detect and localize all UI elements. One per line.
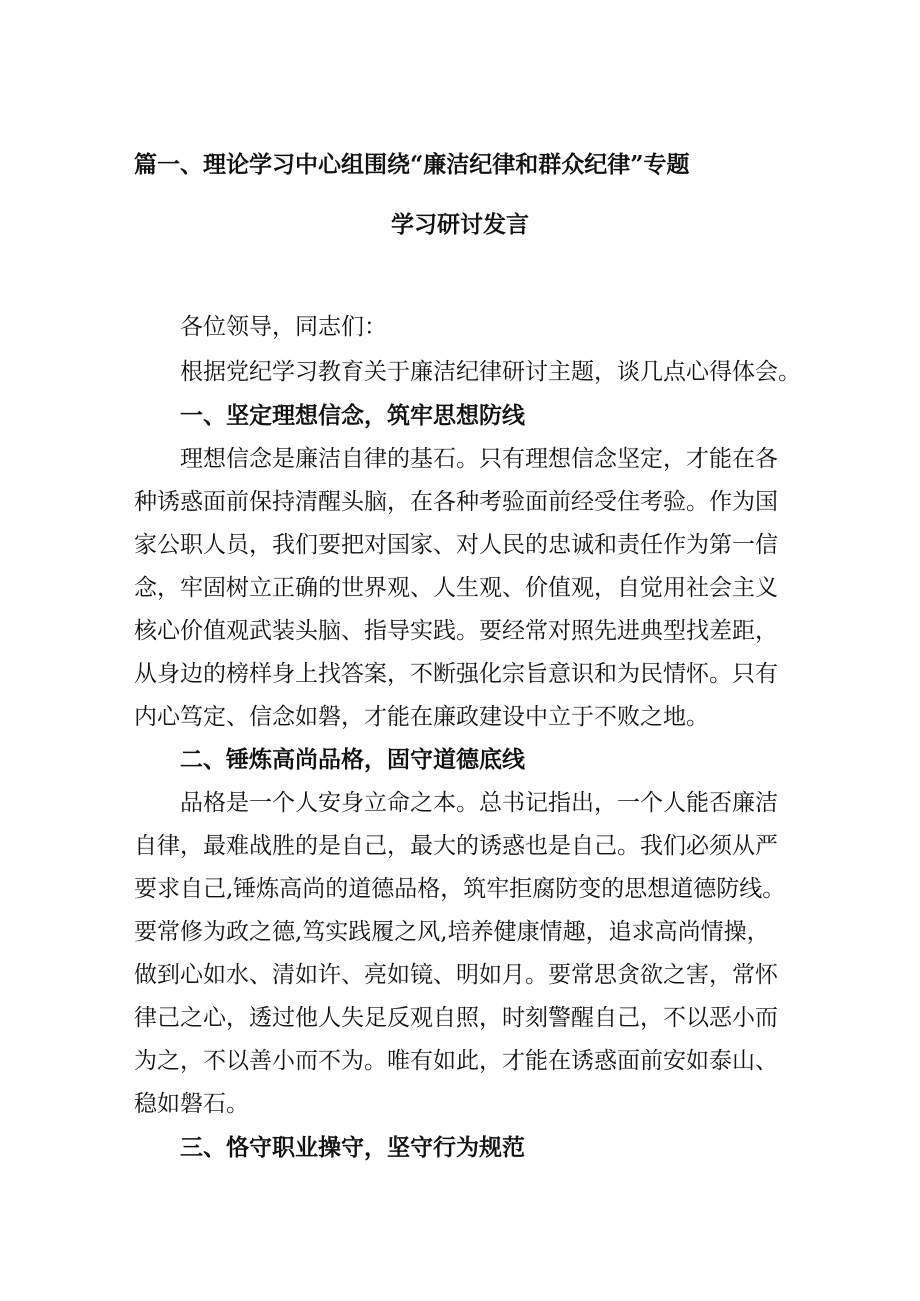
section-1-line: 家公职人员，我们要把对国家、对人民的忠诚和责任作为第一信 xyxy=(134,532,778,558)
section-1-line: 核心价值观武装头脑、指导实践。要经常对照先进典型找差距， xyxy=(134,618,778,644)
section-3-heading: 三、恪守职业操守，坚守行为规范 xyxy=(180,1134,525,1161)
section-1-line: 念，牢固树立正确的世界观、人生观、价值观，自觉用社会主义 xyxy=(134,575,778,601)
section-1-line: 内心笃定、信念如磐，才能在廉政建设中立于不败之地。 xyxy=(134,704,709,730)
section-2-line: 做到心如水、清如许、亮如镜、明如月。要常思贪欲之害，常怀 xyxy=(134,962,778,988)
section-1-line: 理想信念是廉洁自律的基石。只有理想信念坚定，才能在各 xyxy=(180,446,778,472)
section-2-heading: 二、锤炼高尚品格，固守道德底线 xyxy=(180,746,525,773)
section-2-line: 自律，最难战胜的是自己，最大的诱惑也是自己。我们必须从严 xyxy=(134,833,778,859)
document-title-line2: 学习研讨发言 xyxy=(391,211,529,238)
section-2-line: 律己之心，透过他人失足反观自照，时刻警醒自己，不以恶小而 xyxy=(134,1005,778,1031)
section-1-line: 种诱惑面前保持清醒头脑，在各种考验面前经受住考验。作为国 xyxy=(134,489,778,515)
section-2-line: 稳如磐石。 xyxy=(134,1091,249,1117)
intro-paragraph: 根据党纪学习教育关于廉洁纪律研讨主题，谈几点心得体会。 xyxy=(180,359,801,385)
section-1-line: 从身边的榜样身上找答案，不断强化宗旨意识和为民情怀。只有 xyxy=(134,661,778,687)
document-title-line1: 篇一、理论学习中心组围绕“廉洁纪律和群众纪律”专题 xyxy=(134,151,690,178)
section-2-line: 为之，不以善小而不为。唯有如此，才能在诱惑面前安如泰山、 xyxy=(134,1048,778,1074)
section-2-line: 品格是一个人安身立命之本。总书记指出，一个人能否廉洁 xyxy=(180,790,778,816)
section-1-heading: 一、坚定理想信念，筑牢思想防线 xyxy=(180,402,525,429)
section-2-line: 要求自己,锤炼高尚的道德品格，筑牢拒腐防变的思想道德防线。 xyxy=(134,876,786,902)
greeting: 各位领导，同志们： xyxy=(180,314,387,340)
section-2-line: 要常修为政之德,笃实践履之风,培养健康情趣，追求高尚情操， xyxy=(134,919,770,945)
